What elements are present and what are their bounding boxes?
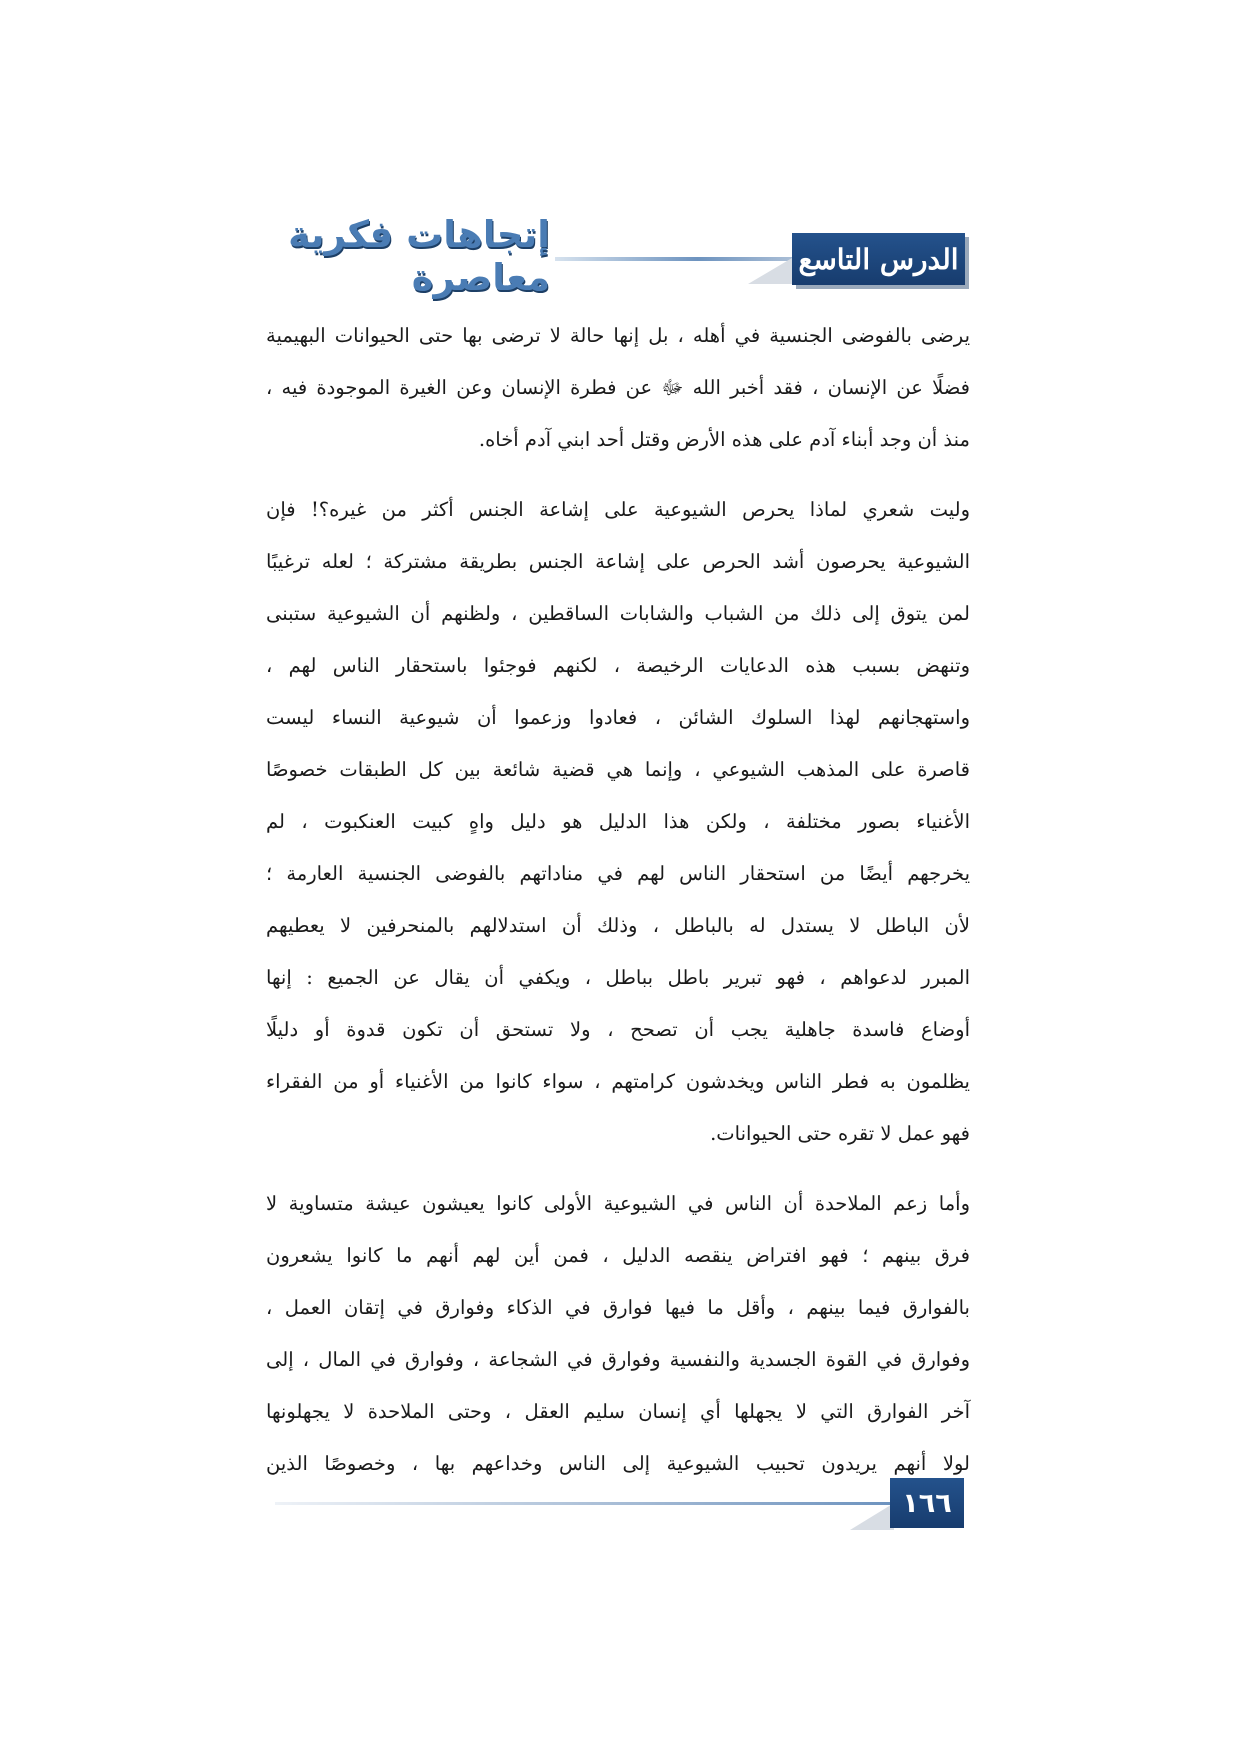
text-line: المبرر لدعواهم ، فهو تبرير باطل بباطل ، ويكفي أن يقال عن الجميع : إنها [266, 966, 970, 989]
text-line: أوضاع فاسدة جاهلية يجب أن تصحح ، ولا تستحق أن تكون قدوة أو دليلًا [266, 1018, 970, 1041]
paragraph-2 [266, 484, 970, 1160]
text-line: آخر الفوارق التي لا يجهلها أي إنسان سليم العقل ، وحتى الملاحدة لا يجهلونها [266, 1400, 970, 1423]
footer-rule [275, 1502, 892, 1505]
text-line: فرق بينهم ؛ فهو افتراض ينقصه الدليل ، فمن أين لهم أنهم ما كانوا يشعرون [266, 1244, 970, 1267]
lesson-label: الدرس التاسع [792, 233, 965, 285]
paragraph-3 [266, 1178, 970, 1490]
text-line: لولا أنهم يريدون تحبيب الشيوعية إلى الناس وخداعهم بها ، وخصوصًا الذين [266, 1452, 970, 1475]
text-line: فضلًا عن الإنسان ، فقد أخبر الله ﷻ عن فطرة الإنسان وعن الغيرة الموجودة فيه ، [266, 376, 970, 399]
text-line: منذ أن وجد أبناء آدم على هذه الأرض وقتل أحد ابني آدم أخاه. [478, 428, 970, 451]
text-line: واستهجانهم لهذا السلوك الشائن ، فعادوا وزعموا أن شيوعية النساء ليست [266, 706, 970, 729]
header-rule-shadow [748, 258, 792, 284]
text-line: وفوارق في القوة الجسدية والنفسية وفوارق في الشجاعة ، وفوارق في المال ، إلى [266, 1348, 970, 1371]
paragraph-spacer [266, 466, 970, 484]
text-line: وأما زعم الملاحدة أن الناس في الشيوعية الأولى كانوا يعيشون عيشة متساوية لا [266, 1192, 970, 1215]
text-line: لمن يتوق إلى ذلك من الشباب والشابات الساقطين ، ولظنهم أن الشيوعية ستبنى [266, 602, 970, 625]
footer-rule-shadow [850, 1503, 894, 1530]
text-line: لأن الباطل لا يستدل له بالباطل ، وذلك أن استدلالهم بالمنحرفين لا يعطيهم [266, 914, 970, 937]
page-number: ١٦٦ [890, 1478, 964, 1528]
book-title: إتجاهات فكرية معاصرة [288, 213, 550, 299]
text-line: الأغنياء بصور مختلفة ، ولكن هذا الدليل هو دليل واهٍ كبيت العنكبوت ، لم [266, 810, 970, 833]
paragraph-1 [266, 310, 970, 466]
text-line: وتنهض بسبب هذه الدعايات الرخيصة ، لكنهم فوجئوا باستحقار الناس لهم ، [266, 654, 970, 677]
text-line: يخرجهم أيضًا من استحقار الناس لهم في مناداتهم بالفوضى الجنسية العارمة ؛ [266, 862, 970, 885]
text-line: قاصرة على المذهب الشيوعي ، وإنما هي قضية شائعة بين كل الطبقات خصوصًا [266, 758, 970, 781]
text-line: يرضى بالفوضى الجنسية في أهله ، بل إنها حالة لا ترضى بها حتى الحيوانات البهيمية [266, 324, 970, 347]
text-line: يظلمون به فطر الناس ويخدشون كرامتهم ، سواء كانوا من الأغنياء أو من الفقراء [266, 1070, 970, 1093]
text-line: بالفوارق فيما بينهم ، وأقل ما فيها فوارق في الذكاء وفوارق في إتقان العمل ، [266, 1296, 970, 1319]
text-line: الشيوعية يحرصون أشد الحرص على إشاعة الجنس بطريقة مشتركة ؛ لعله ترغيبًا [266, 550, 970, 573]
paragraph-spacer [266, 1160, 970, 1178]
text-line: فهو عمل لا تقره حتى الحيوانات. [710, 1122, 970, 1145]
text-line: وليت شعري لماذا يحرص الشيوعية على إشاعة الجنس أكثر من غيره؟! فإن [266, 498, 970, 521]
page-body [266, 310, 970, 1490]
